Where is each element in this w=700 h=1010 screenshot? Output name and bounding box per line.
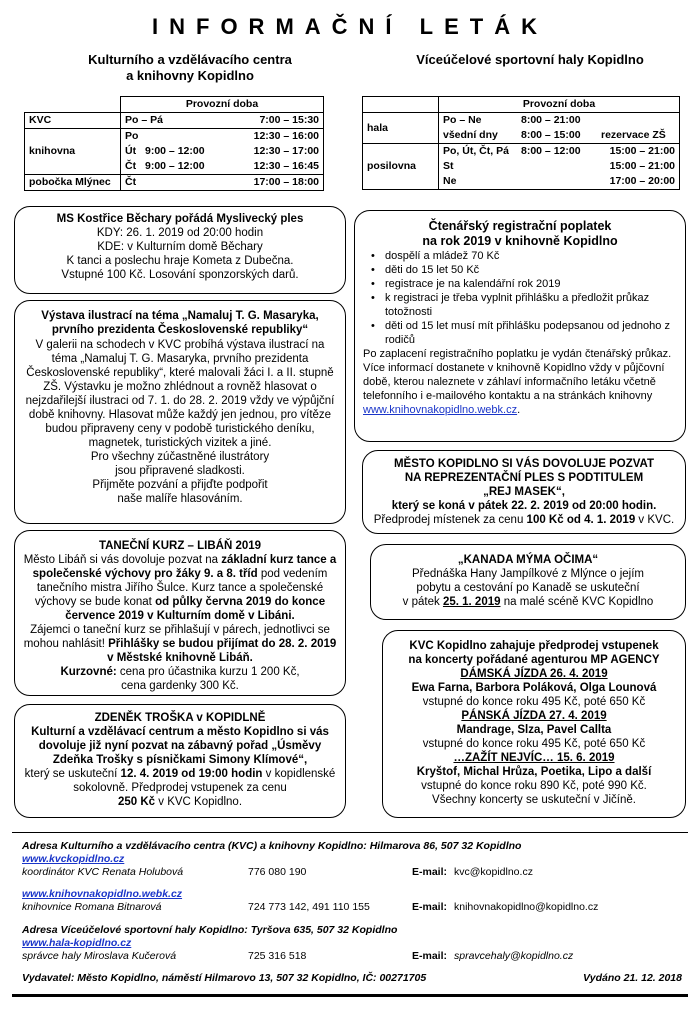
library-link[interactable]: www.knihovnakopidlno.webk.cz: [363, 404, 518, 416]
email-label: E-mail:: [412, 950, 448, 962]
gym-days: Ne: [443, 175, 457, 187]
footer-phone: 724 773 142, 491 110 155: [248, 901, 370, 913]
box-text-bold: Přihlášky se budou přijímat do 28. 2. 2019 v Městské knihovně Libáň.: [107, 638, 337, 664]
concerts-box: [382, 630, 686, 818]
box-line: cena gardenky 300 Kč.: [121, 680, 239, 692]
box-line: K tanci a poslechu hraje Kometa z Dubečna.: [66, 255, 294, 267]
gym-label: posilovna: [363, 144, 439, 190]
box-line: Přednáška Hany Jampílkové z Mlýnce o jejím: [411, 568, 644, 580]
left-org-title: [40, 52, 340, 84]
box-text-bold: 12. 4. 2019 od 19:00 hodin: [120, 768, 263, 780]
dance-course-box: [14, 530, 346, 696]
issue-date: Vydáno 21. 12. 2018: [582, 972, 682, 984]
lib-hours-am: [145, 130, 227, 143]
table-header: Provozní doba: [121, 97, 324, 113]
concert-price: vstupné do konce roku 495 Kč, poté 650 Kč: [422, 696, 646, 708]
box-text-bold: 250 Kč: [117, 796, 156, 808]
box-title: Čtenářský registrační poplatek: [428, 219, 612, 233]
hall-label: hala: [363, 113, 439, 144]
library-hours-table: [24, 96, 324, 191]
concert-heading: DÁMSKÁ JÍZDA 26. 4. 2019: [460, 668, 608, 680]
box-title: NA REPREZENTAČNÍ PLES S PODTITULEM: [404, 472, 644, 484]
divider: [12, 994, 688, 997]
mask-ball-box: [362, 450, 686, 534]
gym-hours-am: 8:00 – 12:00: [521, 145, 581, 157]
kvc-website-link[interactable]: www.kvckopidlno.cz: [22, 853, 125, 865]
hunting-ball-box: [14, 206, 346, 294]
library-label: knihovna: [25, 129, 121, 175]
box-title: „REJ MASEK“,: [483, 486, 565, 498]
divider: [12, 832, 688, 833]
box-body: V galerii na schodech v KVC probíhá výstava ilustrací na téma „Namaluj T. G. Masaryka, prvního prezidenta Československé republiky“, které malovali žáci I. a II. stupně ZŠ. Výstavku je možno zhlédnout a rovněž hlasovat o nejzdařilejší ilustraci od 7. 1. do 28. 2. 2019 vždy ve výpůjční době knihovny. Hlasovat může každý jen jednou, pro vítěze budou připraveny ceny v podobě turistického deníku, magnetek, turistických vizitek a jiné.: [25, 339, 335, 449]
table-header: Provozní doba: [439, 97, 680, 113]
box-text: Město Libáň si vás dovoluje pozvat na: [23, 554, 222, 566]
box-text: v KVC.: [635, 514, 675, 526]
box-text: který se uskuteční: [24, 768, 121, 780]
footer-person: knihovnice Romana Bitnarová: [22, 901, 162, 913]
kvc-label: KVC: [25, 113, 121, 129]
footer-email: kvc@kopidlno.cz: [454, 866, 533, 878]
box-title: Výstava ilustrací na téma „Namaluj T. G. Masaryka, prvního prezidenta Československé republiky“: [41, 310, 319, 336]
publisher-info: Vydavatel: Město Kopidlno, náměstí Hilmarovo 13, 507 32 Kopidlno, IČ: 00271705: [22, 972, 427, 984]
footer-email: knihovnakopidlno@kopidlno.cz: [454, 901, 599, 913]
footer-hall: [22, 924, 682, 963]
concert-note: Všechny koncerty se uskuteční v Jičíně.: [432, 794, 636, 806]
concert-heading: PÁNSKÁ JÍZDA 27. 4. 2019: [461, 710, 607, 722]
box-text-bold: Kulturní a vzdělávací centrum a město Kopidlno si vás dovoluje již nyní pozvat na zábavný pořad „Úsměvy Zdeňka Trošky s písničkami Simony Klímové“,: [31, 726, 329, 766]
lib-hours-pm: 12:30 – 17:00: [253, 145, 319, 157]
footer-address: Adresa Kulturního a vzdělávacího centra (KVC) a knihovny Kopidlno: Hilmarova 86, 507 32 Kopidlno: [22, 840, 522, 852]
footer-person: správce haly Miroslava Kučerová: [22, 950, 177, 962]
box-title: KVC Kopidlno zahajuje předprodej vstupenek: [409, 640, 659, 652]
gym-hours-pm: 15:00 – 21:00: [609, 160, 675, 172]
box-text-bold: Kurzovné:: [60, 666, 117, 678]
box-title: „KANADA MÝMA OČIMA“: [457, 554, 599, 566]
gym-hours-pm: 17:00 – 20:00: [609, 175, 675, 187]
box-text-bold: který se koná v pátek 22. 2. 2019 od 20:00 hodin.: [391, 500, 657, 512]
gym-days: St: [443, 160, 454, 172]
box-line: Pro všechny zúčastněné ilustrátory: [90, 451, 270, 463]
hall-website-link[interactable]: www.hala-kopidlno.cz: [22, 937, 132, 949]
concert-artists: Mandrage, Slza, Pavel Callta: [456, 724, 612, 736]
box-line: KDE: v Kulturním domě Běchary: [97, 241, 263, 253]
kvc-hours: 7:00 – 15:30: [199, 113, 324, 129]
box-text-bold: 25. 1. 2019: [442, 596, 501, 608]
footer-person: koordinátor KVC Renata Holubová: [22, 866, 184, 878]
page-title: INFORMAČNÍ LETÁK: [152, 14, 548, 39]
footer-phone: 725 316 518: [248, 950, 307, 962]
troska-show-box: [14, 704, 346, 818]
email-label: E-mail:: [412, 866, 448, 878]
fee-list: [363, 249, 677, 347]
box-text-bold: od půlky června 2019 do konce července 2019 v Kulturním domě v Libáni.: [65, 596, 326, 622]
box-text: cena pro účastnika kurzu 1 200 Kč,: [116, 666, 300, 678]
box-title: na rok 2019 v knihovně Kopidlno: [422, 234, 618, 248]
box-text: pod vedením tanečního mistra Jiřího Šulce. Kurz tance a společenské výchovy se bude konat: [34, 568, 328, 608]
list-item: • děti od 15 let musí mít přihlášku podepsanou od jednoho z rodičů: [363, 319, 677, 347]
footer-publisher-row: [22, 972, 682, 985]
lib-hours-pm: 12:30 – 16:00: [253, 130, 319, 142]
box-line: Vstupné 100 Kč. Losování sponzorských darů.: [61, 269, 299, 281]
footer-library: [22, 888, 682, 914]
hall-note: rezervace ZŠ: [601, 129, 666, 141]
box-line: naše malíře hlasováním.: [117, 493, 243, 505]
box-title: MS Kostřice Běchary pořádá Myslivecký ples: [56, 213, 304, 225]
footer-address: Adresa Víceúčelové sportovní haly Kopidlno: Tyršova 635, 507 32 Kopidlno: [22, 924, 398, 936]
box-line: pobytu a cestování po Kanadě se uskuteční: [416, 582, 640, 594]
lib-hours-am: 9:00 – 12:00: [145, 160, 205, 172]
box-text: v pátek: [402, 596, 443, 608]
box-line: Přijměte pozvání a přijďte podpořit: [92, 479, 268, 491]
lib-day: Po: [125, 130, 139, 142]
lib-day: Čt: [125, 160, 137, 172]
gym-hours-pm: 15:00 – 21:00: [609, 145, 675, 157]
box-body: Po zaplacení registračního poplatku je vydán čtenářský průkaz. Více informací dostanete v knihovně Kopidlno vždy v půjčovní době, kterou naleznete v záhlaví informačního letáku včetně telefonního i e-mailového kontaktu a na stránkách knihovny: [363, 348, 672, 402]
box-text-bold: 100 Kč od 4. 1. 2019: [526, 514, 636, 526]
reader-fee-box: [354, 210, 686, 442]
list-item: • děti do 15 let 50 Kč: [363, 263, 677, 277]
box-text-bold: základní kurz tance a společenské výchovy pro žáky 9. a 8. tříd: [32, 554, 337, 580]
box-title: ZDENĚK TROŠKA v KOPIDLNĚ: [94, 712, 266, 724]
lib-hours-am: 9:00 – 12:00: [145, 145, 205, 157]
gym-days: Po, Út, Čt, Pá: [443, 145, 509, 157]
email-label: E-mail:: [412, 901, 448, 913]
box-line: jsou připravené sladkosti.: [115, 465, 245, 477]
branch-label: pobočka Mlýnec: [25, 175, 121, 191]
hall-hours: 8:00 – 15:00: [521, 129, 581, 141]
hall-hours-table: [362, 96, 680, 190]
box-title: MĚSTO KOPIDLNO SI VÁS DOVOLUJE POZVAT: [393, 458, 655, 470]
list-item: • k registraci je třeba vyplnit přihlášku a předložit průkaz totožnosti: [363, 291, 677, 319]
lib-hours-pm: 12:30 – 16:45: [253, 160, 319, 172]
box-text: v KVC Kopidlno.: [155, 796, 243, 808]
concert-artists: Ewa Farna, Barbora Poláková, Olga Lounová: [411, 682, 657, 694]
concert-price: vstupné do konce roku 495 Kč, poté 650 Kč: [422, 738, 646, 750]
hall-days: Po – Ne: [443, 114, 482, 126]
hall-hours: 8:00 – 21:00: [521, 114, 581, 126]
footer-kvc: [22, 840, 682, 879]
list-item: • registrace je na kalendářní rok 2019: [363, 277, 677, 291]
hall-days: všední dny: [443, 129, 498, 141]
exhibition-box: [14, 300, 346, 524]
box-title: na koncerty pořádané agenturou MP AGENCY: [408, 654, 660, 666]
footer-email: spravcehaly@kopidlno.cz: [454, 950, 574, 962]
box-text: Zájemci o taneční kurz se přihlašují v párech, jednotlivci se mohou nahlásit!: [23, 624, 330, 650]
left-org-line1: Kulturního a vzdělávacího centra: [88, 52, 292, 67]
box-text: Předprodej místenek za cenu: [373, 514, 527, 526]
library-website-link[interactable]: www.knihovnakopidlno.webk.cz: [22, 888, 183, 900]
canada-lecture-box: [370, 544, 686, 620]
right-org-title: Víceúčelové sportovní haly Kopidlno: [416, 52, 644, 67]
box-line: KDY: 26. 1. 2019 od 20:00 hodin: [96, 227, 264, 239]
box-text: v kopidlenské sokolovně. Předprodej vstupenek za cenu: [73, 768, 336, 794]
footer-phone: 776 080 190: [248, 866, 307, 878]
concert-price: vstupné do konce roku 890 Kč, poté 990 Kč.: [421, 780, 647, 792]
lib-day: Út: [125, 145, 137, 157]
box-text: .: [517, 404, 521, 416]
concert-heading: …ZAŽÍT NEJVÍC… 15. 6. 2019: [453, 752, 615, 764]
box-title: TANEČNÍ KURZ – LIBÁŇ 2019: [98, 540, 262, 552]
branch-hours: 17:00 – 18:00: [199, 175, 324, 191]
kvc-days: Po – Pá: [121, 113, 199, 129]
concert-artists: Kryštof, Michal Hrůza, Poetika, Lipo a další: [416, 766, 652, 778]
branch-day: Čt: [121, 175, 199, 191]
left-org-line2: a knihovny Kopidlno: [126, 68, 254, 83]
box-text: na malé scéně KVC Kopidlno: [500, 596, 654, 608]
list-item: • dospělí a mládež 70 Kč: [363, 249, 677, 263]
